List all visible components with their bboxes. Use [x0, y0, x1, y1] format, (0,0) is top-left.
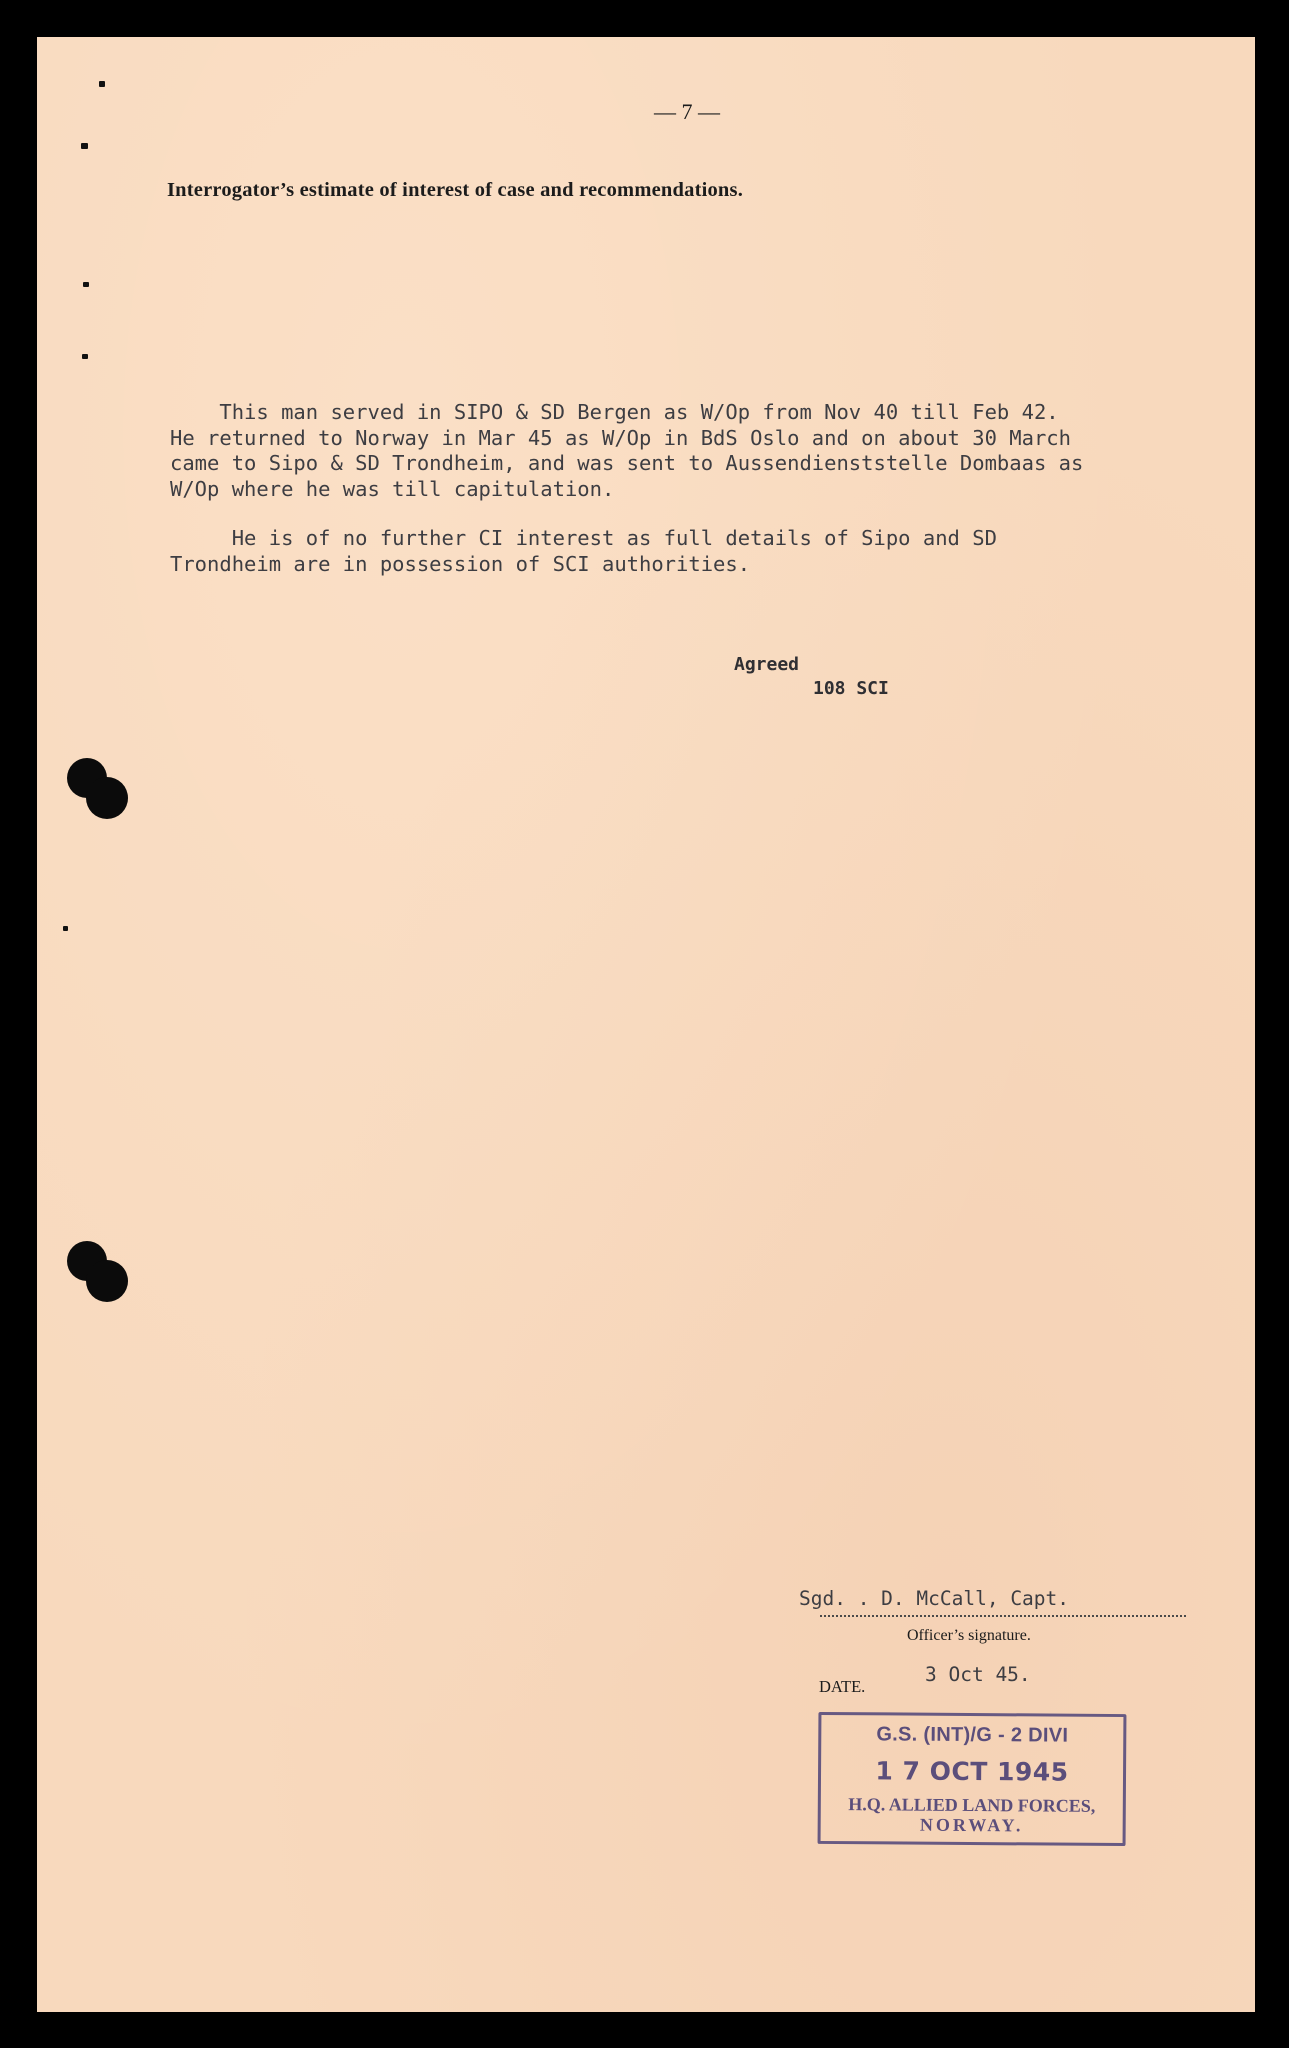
signature-dotted-line: [820, 1615, 1186, 1617]
ink-speck: [63, 926, 68, 931]
date-value: 3 Oct 45.: [925, 1663, 1031, 1686]
paragraph-line: Trondheim are in possession of SCI authorities.: [170, 551, 751, 576]
paragraph-assessment: [170, 526, 997, 577]
paragraph-line: W/Op where he was till capitulation.: [170, 476, 615, 501]
agreed-note: Agreed: [734, 654, 800, 675]
stamp-date: 1 7 OCT 1945: [875, 1756, 1069, 1787]
date-label: DATE.: [819, 1677, 866, 1696]
paragraph-line: This man served in SIPO & SD Bergen as W/Op from Nov 40 till Feb 42.: [170, 400, 1059, 424]
officer-signature-value: Sgd. . D. McCall, Capt.: [799, 1587, 1070, 1610]
stamp-department: G.S. (INT)/G - 2 DIVI: [876, 1723, 1069, 1747]
paragraph-line: He returned to Norway in Mar 45 as W/Op in BdS Oslo and on about 30 March: [170, 425, 1071, 450]
ink-speck: [82, 354, 88, 359]
agreed-unit: 108 SCI: [813, 678, 889, 699]
paragraph-line: He is of no further CI interest as full details of Sipo and SD: [170, 526, 997, 550]
page-number: — 7 —: [654, 99, 720, 124]
paragraph-service-history: [170, 400, 1083, 502]
ink-speck: [99, 81, 105, 87]
stamp-country: NORWAY.: [919, 1814, 1024, 1836]
stamp-headquarters: H.Q. ALLIED LAND FORCES,: [848, 1794, 1096, 1816]
section-heading: Interrogator’s estimate of interest of case and recommendations.: [167, 179, 744, 201]
document-page: [37, 37, 1255, 2012]
paragraph-line: came to Sipo & SD Trondheim, and was sent to Aussendienststelle Dombaas as: [170, 451, 1084, 475]
received-stamp: [818, 1712, 1127, 1846]
officer-signature-label: Officer’s signature.: [907, 1627, 1031, 1644]
ink-speck: [81, 143, 88, 149]
punch-hole-icon: [62, 752, 142, 832]
punch-hole-icon: [62, 1235, 142, 1315]
ink-speck: [83, 282, 89, 287]
